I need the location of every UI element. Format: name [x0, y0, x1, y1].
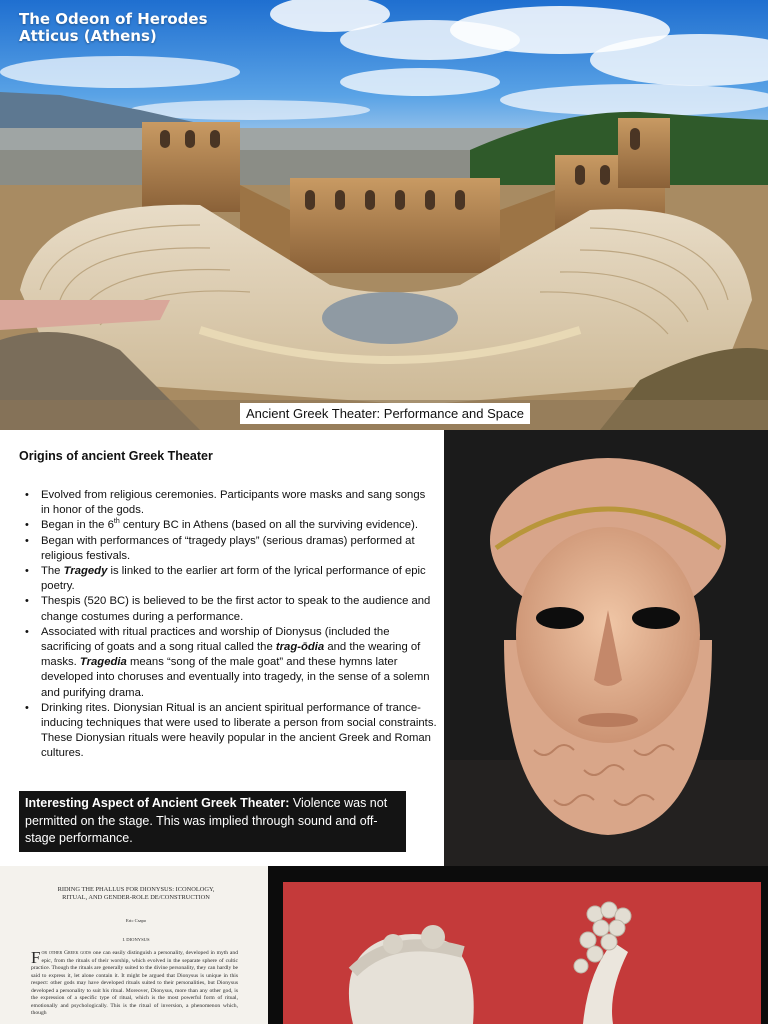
bullet-text: Associated with ritual practices and worship of Dionysus (included the sacrificing of goats and a song ritual called the [41, 625, 390, 654]
ordinal-suffix: th [113, 518, 120, 526]
odeon-illustration [0, 0, 768, 430]
list-item [22, 564, 437, 594]
paper-excerpt-image [0, 866, 268, 1024]
paper-title: RIDING THE PHALLUS FOR DIONYSUS: ICONOLOGY, RITUAL, AND GENDER-ROLE DE/CONSTRUCTION [57, 886, 215, 901]
slide-caption: Ancient Greek Theater: Performance and Space [240, 403, 530, 424]
list-item [22, 534, 437, 564]
bullet-text: Drinking rites. Dionysian Ritual is an ancient spiritual performance of trance-inducing techniques that were used to liberate a person from social constraints. These Dionysian rituals were heavily popular in the ancient Greek and Roman cultures. [41, 701, 437, 760]
list-item [22, 701, 437, 762]
odeon-photo [0, 0, 768, 430]
mask-illustration [444, 430, 768, 866]
origins-list [22, 488, 437, 762]
paper-body-text: one can easily distinguish a personality, developed in myth and epic, from the rituals of their worship, which evolved in the separate sphere of cultic practice. Though the rituals are generally suited to the divine personality, they can hardly be said to express it, let alone contain it. It might be argued that Dionysus is unique in this respect: other gods may have developed rituals suited to their personalities, but Dionysus developed a personality to suit his ritual. Moreover, Dionysus, more than any other god, is the expression of a specific type of ritual, which is the most powerful form of ritual, emotionally and psychologically. This is the ritual of inversion, a phenomenon which, though [31, 950, 238, 1016]
paper-body [31, 950, 238, 1018]
statue-illustration [283, 882, 761, 1024]
origins-heading: Origins of ancient Greek Theater [19, 449, 213, 463]
slide-title: The Odeon of Herodes Atticus (Athens) [19, 10, 208, 45]
origins-panel [0, 430, 444, 866]
emphasis-term: trag-ōdia [275, 641, 325, 654]
paper-dropcap: F [31, 948, 41, 967]
bullet-text: is linked to the earlier art form of the lyrical performance of epic poetry. [41, 565, 426, 593]
callout-label: Interesting Aspect of Ancient Greek Theater: [25, 796, 290, 810]
dionysus-mask-photo [444, 430, 768, 866]
bullet-text: century BC in Athens (based on all the surviving evidence). [119, 519, 418, 532]
bullet-text: Thespis (520 BC) is believed to be the first actor to speak to the audience and change costumes during a performance. [41, 595, 431, 623]
paper-author: Eric Csapo [125, 918, 147, 923]
paper-section: I. DIONYSUS [122, 937, 150, 942]
emphasis-term: Tragedy [63, 565, 108, 578]
bullet-text: and the wearing of masks. [41, 641, 421, 669]
interesting-aspect-callout [19, 791, 406, 852]
list-item [22, 518, 437, 533]
bullet-text: means “song of the male goat” and these hymns later developed into choruses and eventually into tragedy, in the sense of a solemn and purifying drama. [41, 656, 430, 699]
list-item [22, 625, 437, 701]
bullet-text: Began with performances of “tragedy plays” (serious dramas) performed at religious festivals. [41, 534, 415, 562]
list-item [22, 594, 437, 624]
callout-text: Violence was not permitted on the stage. This was implied through sound and off-stage performance. [25, 796, 388, 845]
bullet-text: The [41, 565, 64, 578]
bullet-text: Began in the 6 [41, 519, 114, 532]
dionysus-statue-photo [283, 882, 761, 1024]
paper-smallcaps: or other Greek gods [41, 950, 92, 956]
list-item [22, 488, 437, 518]
bullet-text: Evolved from religious ceremonies. Participants wore masks and sang songs in honor of the gods. [41, 489, 426, 517]
emphasis-term: Tragedia [79, 656, 127, 669]
